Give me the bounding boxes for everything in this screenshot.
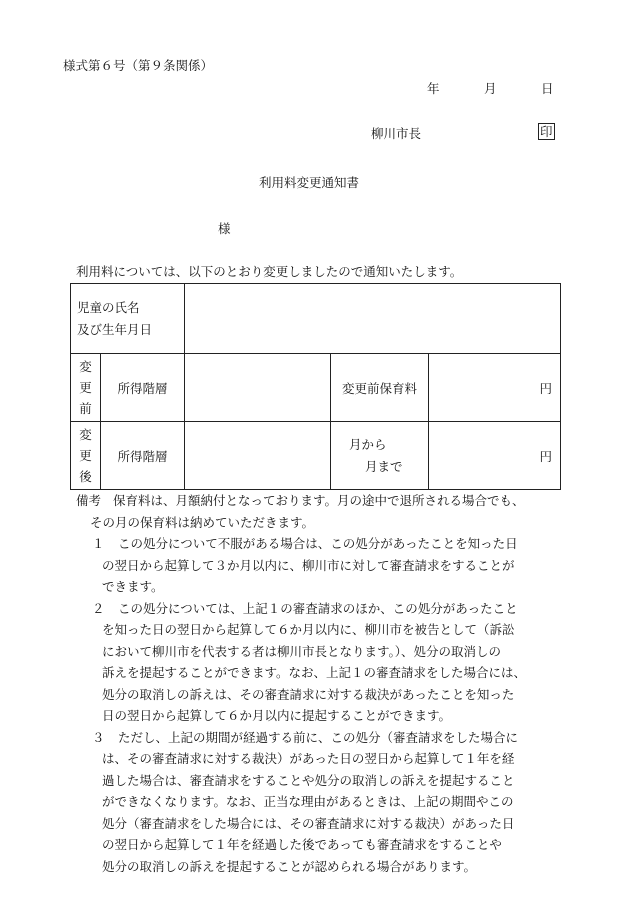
remark-line-1: 保育料は、月額納付となっております。月の途中で退所される場合でも、 <box>113 493 525 508</box>
note-number: ２ <box>92 600 105 616</box>
child-value-cell <box>185 284 561 354</box>
fee-change-table <box>70 283 561 490</box>
before-char-3: 前 <box>79 401 92 416</box>
fee-before-label: 変更前保育料 <box>331 354 429 422</box>
note-line: は、その審査請求に対する裁決）があった日の翌日から起算して１年を経 <box>102 751 515 766</box>
year-label: 年 <box>427 81 440 96</box>
after-income-tier-value <box>185 422 331 490</box>
child-label-2: 及び生年月日 <box>77 321 153 337</box>
note-line: 過した場合は、審査請求をすることや処分の取消しの訴えを提起すること <box>102 772 515 788</box>
note-item-1 <box>70 533 570 598</box>
intro-text: 利用料については、以下のとおり変更しましたので通知いたします。 <box>76 264 463 279</box>
month-from-label: 月から <box>349 436 387 452</box>
after-row <box>71 422 561 490</box>
child-label-1: 児童の氏名 <box>77 299 140 315</box>
day-label: 日 <box>541 81 554 96</box>
period-cell <box>331 422 429 490</box>
after-char-3: 後 <box>79 469 92 484</box>
note-number: １ <box>92 536 105 551</box>
note-item-2 <box>70 598 570 727</box>
note-line: ができなくなります。なお、正当な理由があるときは、上記の期間やこの <box>102 794 514 809</box>
addressee-suffix: 様 <box>218 221 231 236</box>
document-title: 利用料変更通知書 <box>259 175 360 190</box>
before-char-1: 変 <box>79 359 92 374</box>
issuer-name: 柳川市長 <box>371 126 422 141</box>
after-char-1: 変 <box>79 427 92 442</box>
note-line: ただし、上記の期間が経過する前に、この処分（審査請求をした場合に <box>118 729 519 745</box>
notes-section <box>70 490 570 877</box>
month-to-label: 月まで <box>365 458 403 474</box>
note-item-3 <box>70 727 570 878</box>
fee-after-yen: 円 <box>429 422 561 490</box>
note-line: 処分の取消しの訴えを提起することが認められる場合があります。 <box>102 858 477 874</box>
note-line: の翌日から起算して１年を経過した後であっても審査請求をすることや <box>102 837 502 852</box>
fee-before-yen: 円 <box>429 354 561 422</box>
child-row <box>71 284 561 354</box>
after-char-2: 更 <box>79 448 92 463</box>
before-income-tier-label: 所得階層 <box>101 354 185 422</box>
after-income-tier-label: 所得階層 <box>101 422 185 490</box>
child-label-cell <box>71 284 185 354</box>
after-label-cell <box>71 422 101 490</box>
before-label-cell <box>71 354 101 422</box>
note-line: できます。 <box>102 579 164 594</box>
before-char-2: 更 <box>79 380 92 395</box>
month-label: 月 <box>484 81 497 96</box>
remark-block <box>70 490 570 533</box>
remark-line-2: その月の保育料は納めていただきます。 <box>90 514 315 530</box>
before-row <box>71 354 561 422</box>
seal-text: 印 <box>540 124 553 139</box>
note-line: において柳川市を代表する者は柳川市長となります。）、処分の取消しの <box>102 643 502 659</box>
note-line: 処分（審査請求をした場合には、その審査請求に対する裁決）があった日 <box>102 815 515 831</box>
note-line: この処分について不服がある場合は、この処分があったことを知った日 <box>118 536 518 551</box>
note-number: ３ <box>92 729 105 745</box>
remark-label: 備考 <box>76 493 102 508</box>
before-income-tier-value <box>185 354 331 422</box>
note-line: この処分については、上記１の審査請求のほか、この処分があったこと <box>118 600 518 616</box>
note-line: の翌日から起算して３か月以内に、柳川市に対して審査請求をすることが <box>102 557 515 573</box>
note-line: 訴えを提起することができます。なお、上記１の審査請求をした場合には、 <box>102 665 527 680</box>
note-line: 処分の取消しの訴えは、その審査請求に対する裁決があったことを知った <box>102 686 515 702</box>
seal-mark <box>538 123 555 140</box>
note-line: を知った日の翌日から起算して６か月以内に、柳川市を被告として（訴訟 <box>102 622 515 637</box>
form-number: 様式第６号（第９条関係） <box>63 58 214 73</box>
note-line: 日の翌日から起算して６か月以内に提起することができます。 <box>102 708 452 723</box>
